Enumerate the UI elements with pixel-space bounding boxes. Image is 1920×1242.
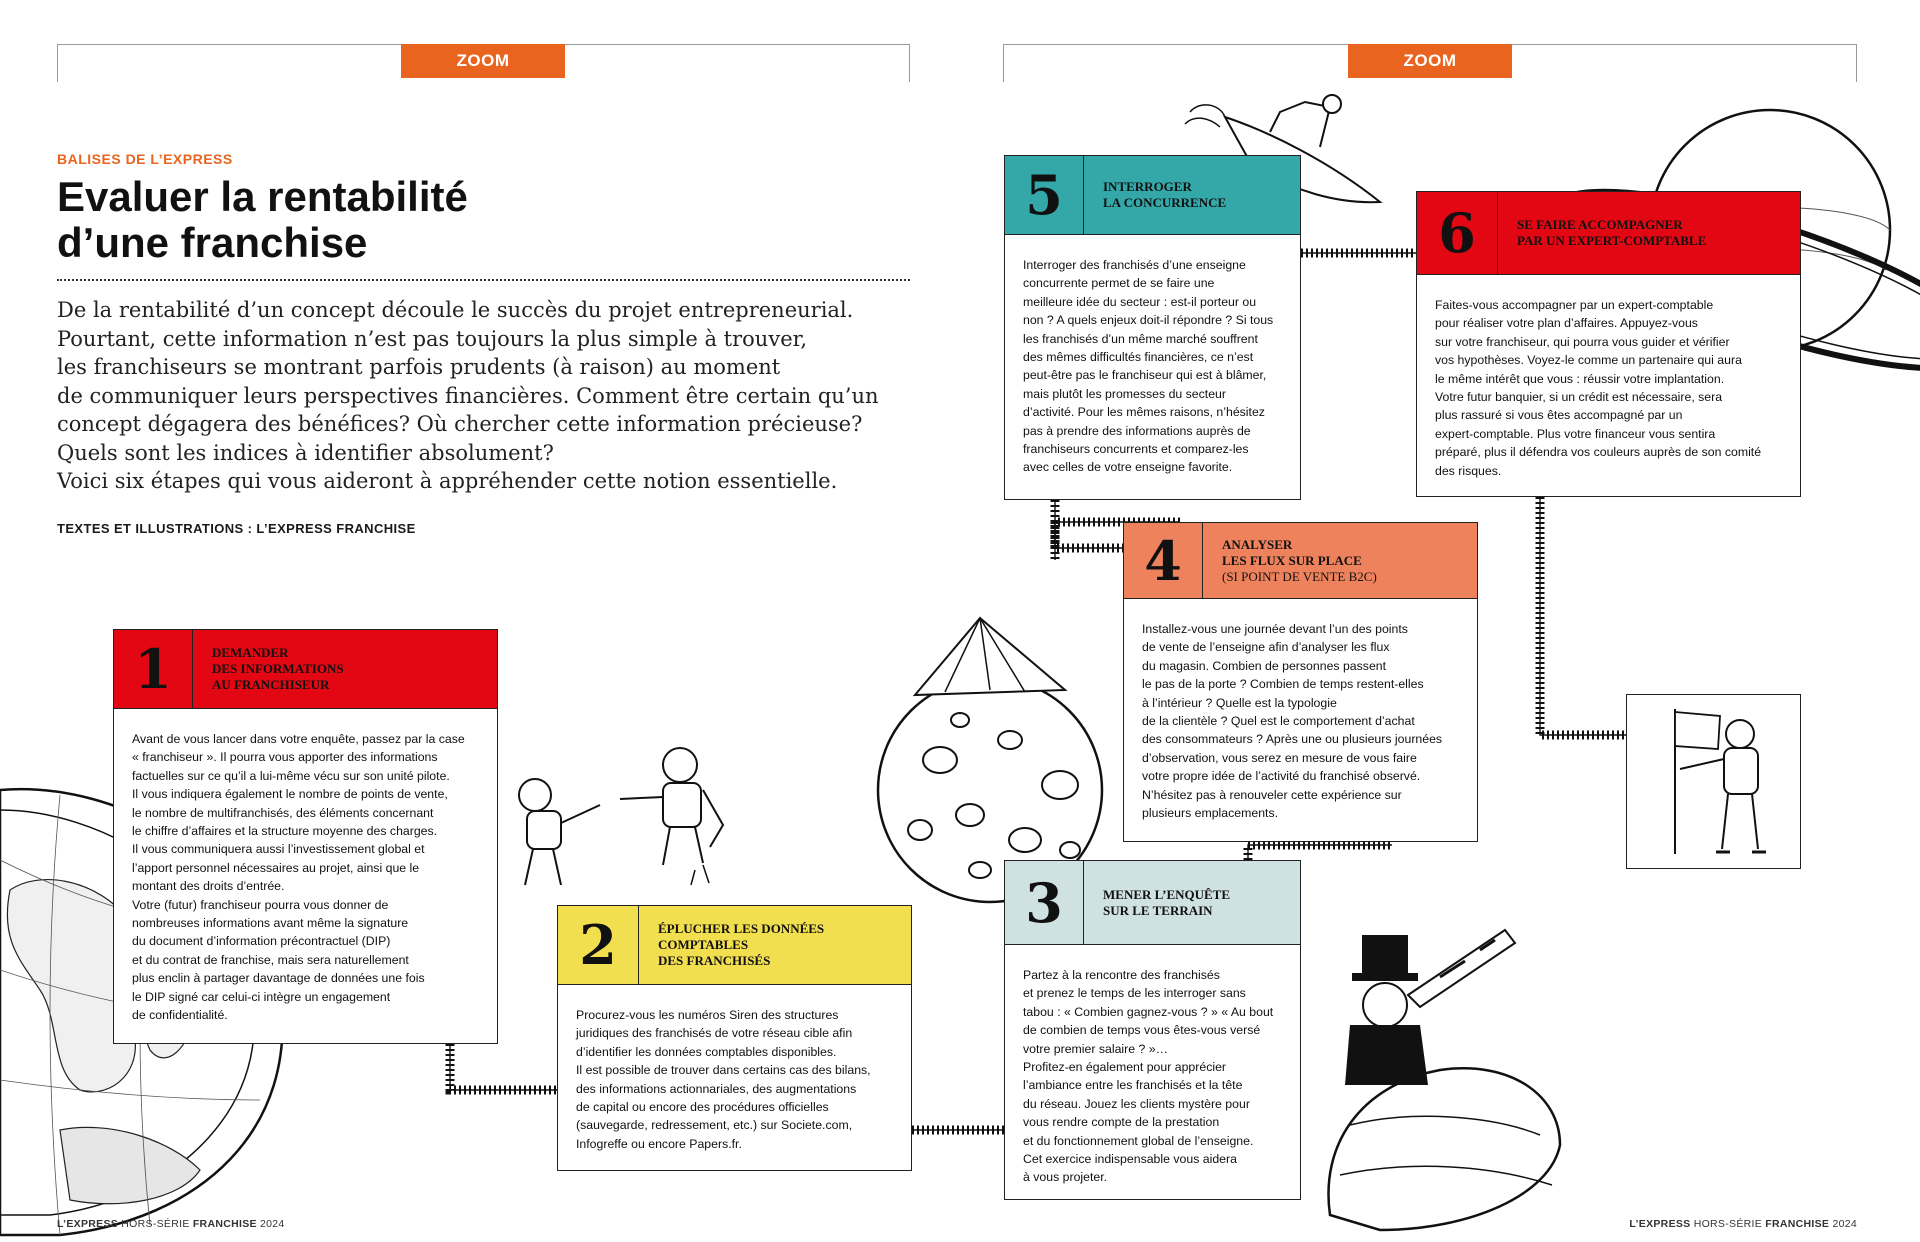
astronaut-flag-icon: [1640, 704, 1790, 864]
step-body-line: Avant de vous lancer dans votre enquête, passez par la case: [132, 732, 465, 746]
step-title-line: COMPTABLES: [658, 937, 749, 952]
intro-line: Pourtant, cette information n’est pas toujours la plus simple à trouver,: [57, 326, 808, 351]
step-body-line: Interroger des franchisés d’une enseigne: [1023, 258, 1246, 272]
explorer-rocket-icon: [1290, 895, 1570, 1235]
step-body-line: du réseau. Jouez les clients mystère pour: [1023, 1096, 1250, 1111]
step-body-line: concurrente permet de se faire une: [1023, 276, 1215, 291]
step-subtitle: (SI POINT DE VENTE B2C): [1222, 568, 1377, 584]
zoom-tag-right: ZOOM: [1348, 44, 1512, 78]
step-body-line: plus enclin à partager davantage de données une fois: [132, 971, 425, 986]
article-title-line-1: Evaluer la rentabilité: [57, 173, 468, 220]
step-body-line: de confidentialité.: [132, 1008, 228, 1023]
step-body-line: le DIP signé car celui-ci intègre un engagement: [132, 989, 391, 1004]
step-6-number: 6: [1417, 192, 1498, 274]
step-2-body: [576, 1006, 901, 1153]
step-body-line: Partez à la rencontre des franchisés: [1023, 968, 1220, 982]
step-title-line: SE FAIRE ACCOMPAGNER: [1517, 217, 1683, 232]
step-body-line: Cet exercice indispensable vous aidera: [1023, 1152, 1237, 1167]
step-body-line: le même intérêt que vous : réussir votre implantation.: [1435, 371, 1725, 386]
step-6-header: [1417, 192, 1800, 275]
step-body-line: Votre futur banquier, si un crédit est nécessaire, sera: [1435, 390, 1723, 405]
step-body-line: de capital ou encore des procédures officielles: [576, 1100, 829, 1115]
rail-line-1: [450, 1044, 557, 1090]
step-body-line: N’hésitez pas à renouveler cette expérience sur: [1142, 787, 1402, 802]
step-4-body: [1142, 620, 1467, 822]
step-body-line: Votre (futur) franchiseur pourra vous donner de: [132, 897, 389, 912]
astronauts-icon: [505, 735, 735, 895]
footer-left: [57, 1218, 285, 1230]
step-body-line: mais plutôt les promesses du secteur: [1023, 386, 1226, 401]
step-4-number: 4: [1124, 523, 1203, 598]
step-body-line: Infogreffe ou encore Papers.fr.: [576, 1136, 742, 1151]
step-body-line: et du fonctionnement global de l’enseigne.: [1023, 1133, 1254, 1148]
step-body-line: de la clientèle ? Quel est le comportement d’achat: [1142, 714, 1415, 729]
step-title-line: DES INFORMATIONS: [212, 661, 344, 676]
step-body-line: plus rassuré si vous êtes accompagné par un: [1435, 408, 1683, 423]
step-2-card: [557, 905, 912, 1171]
step-body-line: Installez-vous une journée devant l’un des points: [1142, 622, 1408, 636]
step-body-line: des informations actionnariales, des augmentations: [576, 1081, 857, 1096]
step-4-header: [1124, 523, 1477, 599]
step-body-line: factuelles sur ce qu’il a lui-même vécu sur son unité pilote.: [132, 768, 450, 783]
step-title-line: DEMANDER: [212, 645, 289, 660]
step-4-card: [1123, 522, 1478, 842]
step-body-line: Il est possible de trouver dans certains cas des bilans,: [576, 1063, 871, 1078]
step-body-line: l’ambiance entre les franchisés et la tête: [1023, 1078, 1243, 1093]
step-body-line: de combien de temps vous êtes-vous versé: [1023, 1023, 1261, 1038]
step-body-line: franchiseurs concurrents et comparez-les: [1023, 442, 1249, 457]
step-title-line: INTERROGER: [1103, 179, 1192, 194]
step-body-line: du magasin. Combien de personnes passent: [1142, 658, 1387, 673]
step-5-number: 5: [1005, 156, 1084, 234]
footer-right-middle: HORS-SÉRIE: [1693, 1218, 1763, 1230]
step-5-card: [1004, 155, 1301, 500]
step-6-body: [1435, 296, 1790, 480]
step-1-number: 1: [114, 630, 193, 708]
step-body-line: plusieurs emplacements.: [1142, 806, 1279, 821]
step-body-line: pour réaliser votre plan d’affaires. Appuyez-vous: [1435, 316, 1698, 331]
step-body-line: Il vous communiquera aussi l’investissement global et: [132, 842, 425, 857]
rail-ties-7: [1540, 497, 1626, 735]
step-body-line: de vente de l’enseigne afin d’analyser les flux: [1142, 640, 1390, 655]
rail-ties-1: [450, 1044, 557, 1090]
footer-left-brand: L’EXPRESS: [57, 1218, 119, 1230]
footer-right-bold: FRANCHISE: [1765, 1218, 1830, 1230]
zoom-tag-left: ZOOM: [401, 44, 565, 78]
step-body-line: Procurez-vous les numéros Siren des structures: [576, 1008, 839, 1022]
step-body-line: des risques.: [1435, 463, 1502, 478]
step-body-line: des consommateurs ? Après une ou plusieurs journées: [1142, 732, 1443, 747]
step-body-line: et du contrat de franchise, mais sera naturellement: [132, 952, 409, 967]
article-kicker: BALISES DE L’EXPRESS: [57, 151, 233, 167]
step-body-line: d’identifier les données comptables disponibles.: [576, 1044, 837, 1059]
step-body-line: à vous projeter.: [1023, 1170, 1108, 1185]
step-2-number: 2: [558, 906, 639, 984]
step-title-line: LA CONCURRENCE: [1103, 195, 1227, 210]
step-body-line: à l’intérieur ? Quelle est la typologie: [1142, 695, 1337, 710]
footer-left-year: 2024: [260, 1218, 285, 1230]
step-body-line: le pas de la porte ? Combien de temps restent-elles: [1142, 677, 1424, 692]
intro-line: de communiquer leurs perspectives financières. Comment être certain qu’un: [57, 383, 879, 408]
step-body-line: non ? A quels enjeux doit-il répondre ? Si tous: [1023, 313, 1274, 328]
step-body-line: meilleure idée du secteur : est-il porteur ou: [1023, 294, 1257, 309]
step-6-title: [1517, 192, 1790, 274]
step-body-line: du document d’information précontractuel (DIP): [132, 934, 391, 949]
step-body-line: le nombre de multifranchisés, des éléments concernant: [132, 805, 434, 820]
step-1-title: [212, 630, 487, 708]
step-body-line: « franchiseur ». Il pourra vous apporter des informations: [132, 750, 438, 765]
step-1-body: [132, 730, 487, 1025]
step-title-line: DES FRANCHISÉS: [658, 953, 771, 968]
step-body-line: préparé, plus il défendra vos couleurs auprès de son comité: [1435, 445, 1762, 460]
step-3-number: 3: [1005, 861, 1084, 944]
step-title-line: ÉPLUCHER LES DONNÉES: [658, 921, 825, 936]
step-1-card: [113, 629, 498, 1044]
footer-left-bold: FRANCHISE: [192, 1218, 257, 1230]
step-3-body: [1023, 966, 1290, 1187]
step-title-line: LES FLUX SUR PLACE: [1222, 552, 1362, 568]
step-body-line: d’activité. Pour les mêmes raisons, n’hésitez: [1023, 405, 1265, 420]
step-body-line: nombreuses informations avant même la signature: [132, 916, 409, 931]
step-3-header: [1005, 861, 1300, 945]
intro-line: les franchiseurs se montrant parfois prudents (à raison) au moment: [57, 355, 781, 379]
step-4-title: [1222, 523, 1467, 598]
step-body-line: pas à prendre des informations auprès de: [1023, 423, 1251, 438]
step-body-line: Faites-vous accompagner par un expert-comptable: [1435, 298, 1714, 312]
step-body-line: vos hypothèses. Voyez-le comme un partenaire qui aura: [1435, 353, 1742, 368]
step-body-line: sur votre franchiseur, qui pourra vous guider et vérifier: [1435, 334, 1730, 349]
step-body-line: d’observation, vous serez en mesure de vous faire: [1142, 750, 1417, 765]
rail-ties-3: [1248, 845, 1392, 860]
step-body-line: Profitez-en également pour apprécier: [1023, 1060, 1227, 1075]
article-title-line-2: d’une franchise: [57, 219, 368, 266]
step-2-title: [658, 906, 901, 984]
footer-left-middle: HORS-SÉRIE: [121, 1218, 190, 1230]
step-5-body: [1023, 256, 1290, 477]
intro-line: Voici six étapes qui vous aideront à appréhender cette notion essentielle.: [57, 469, 838, 493]
step-body-line: Il vous indiquera également le nombre de points de vente,: [132, 787, 448, 802]
step-body-line: le chiffre d’affaires et la structure moyenne des charges.: [132, 824, 438, 839]
step-body-line: votre propre idée de l’activité du franchisé observé.: [1142, 769, 1421, 784]
step-body-line: montant des droits d’entrée.: [132, 879, 285, 894]
step-1-header: [114, 630, 497, 709]
step-body-line: votre premier salaire ? »…: [1023, 1041, 1168, 1056]
footer-right-brand: L’EXPRESS: [1629, 1218, 1691, 1230]
step-title-line: SUR LE TERRAIN: [1103, 902, 1213, 918]
step-body-line: expert-comptable. Plus votre financeur vous sentira: [1435, 426, 1716, 441]
step-body-line: des mêmes difficultés financières, ce n’est: [1023, 350, 1254, 365]
step-2-header: [558, 906, 911, 985]
step-body-line: peut-être pas le franchiseur qui est à blâmer,: [1023, 368, 1267, 383]
step-body-line: (sauvegarde, redressement, etc.) sur Societe.com,: [576, 1118, 853, 1133]
step-title-line: AU FRANCHISEUR: [212, 677, 330, 692]
step-3-card: [1004, 860, 1301, 1200]
step-5-title: [1103, 156, 1290, 234]
step-body-line: avec celles de votre enseigne favorite.: [1023, 460, 1233, 475]
step-body-line: tabou : « Combien gagnez-vous ? » « Au bout: [1023, 1004, 1274, 1019]
rail-line-7: [1540, 497, 1626, 735]
step-3-title: [1103, 861, 1290, 944]
article-credits: TEXTES ET ILLUSTRATIONS : L’EXPRESS FRANCHISE: [57, 521, 416, 536]
intro-line: Quels sont les indices à identifier absolument?: [57, 440, 554, 465]
step-title-line: PAR UN EXPERT-COMPTABLE: [1517, 233, 1707, 248]
step-body-line: vous rendre compte de la prestation: [1023, 1115, 1220, 1130]
intro-line: concept dégagera des bénéfices? Où chercher cette information précieuse?: [57, 412, 863, 436]
step-title-line: MENER L’ENQUÊTE: [1103, 886, 1231, 902]
step-5-header: [1005, 156, 1300, 235]
step-body-line: l’apport personnel nécessaires au projet, ainsi que le: [132, 860, 420, 875]
step-6-card: [1416, 191, 1801, 497]
step-body-line: les franchisés d’un même marché souffrent: [1023, 331, 1258, 346]
step-body-line: et prenez le temps de les interroger sans: [1023, 986, 1246, 1001]
step-body-line: juridiques des franchisés de votre réseau cible afin: [576, 1026, 853, 1041]
footer-right-year: 2024: [1832, 1218, 1857, 1230]
footer-right: [1629, 1218, 1857, 1230]
intro-line: De la rentabilité d’un concept découle le succès du projet entrepreneurial.: [57, 298, 854, 322]
step-title-line: ANALYSER: [1222, 536, 1293, 552]
